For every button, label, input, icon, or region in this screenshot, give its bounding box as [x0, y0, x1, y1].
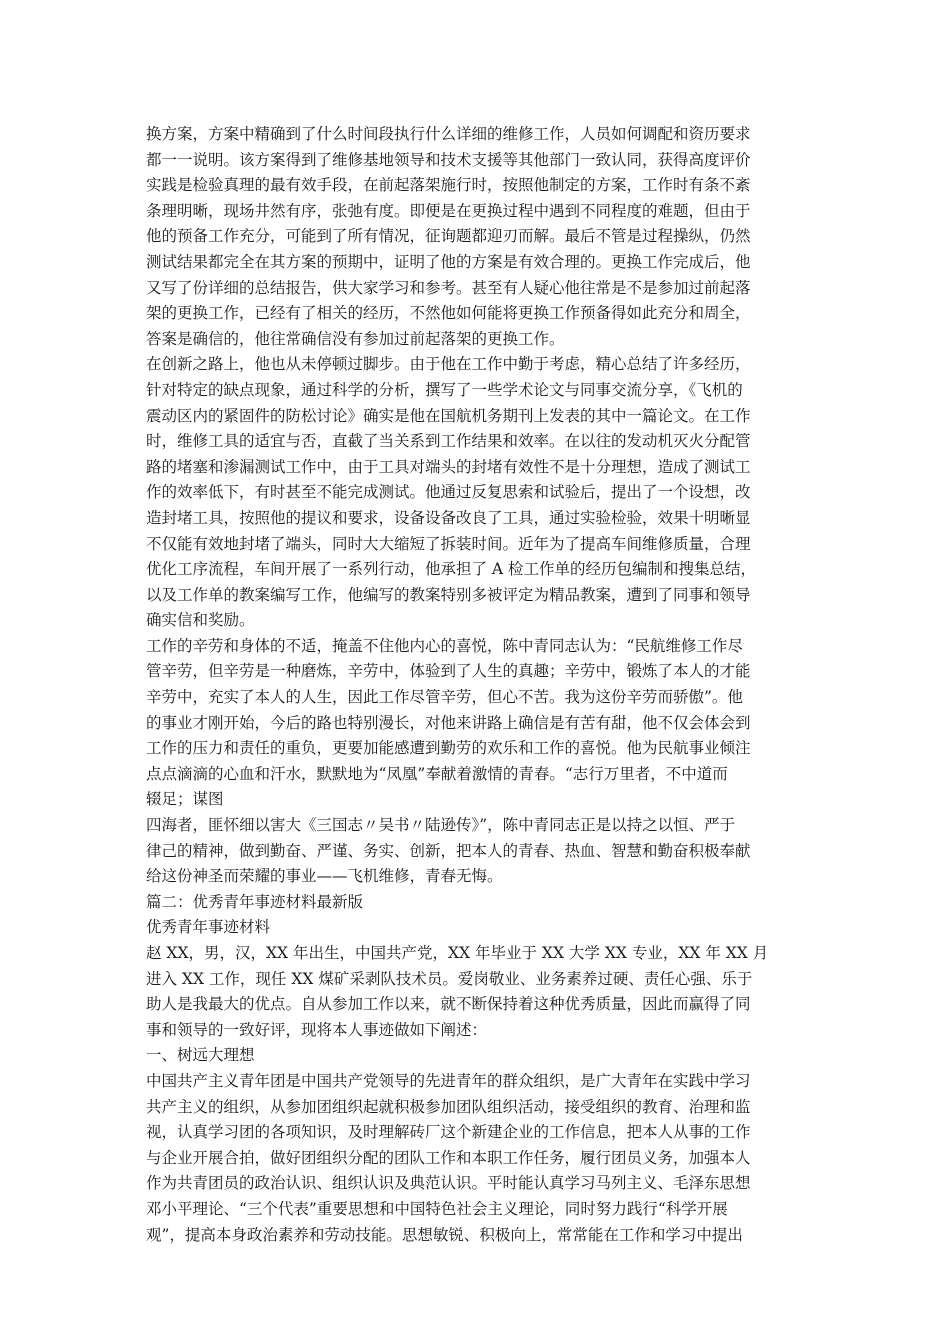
text-line: 条理明晰，现场井然有序，张弛有度。即便是在更换过程中遇到不同程度的难题，但由于 [146, 201, 751, 220]
text-line: 进入 XX 工作，现任 XX 煤矿采剥队技术员。爱岗敬业、业务素养过硬、责任心强、乐于 [146, 969, 753, 988]
text-line: 针对特定的缺点现象，通过科学的分析，撰写了一些学术论文与同事交流分享，《飞机的 [146, 380, 743, 399]
text-line: 管辛劳，但辛劳是一种磨炼，辛劳中，体验到了人生的真趣；辛劳中，锻炼了本人的才能 [146, 662, 751, 681]
text-line: 答案是确信的，他往常确信没有参加过前起落架的更换工作。 [146, 329, 565, 348]
text-line: 工作的辛劳和身体的不适，掩盖不住他内心的喜悦，陈中青同志认为：“民航维修工作尽 [146, 636, 743, 655]
text-line: 四海者，匪怀细以害大《三国志〃吴书〃陆逊传》”，陈中青同志正是以持之以恒、严于 [146, 816, 736, 835]
text-line: 时，维修工具的适宜与否，直截了当关系到工作结果和效率。在以往的发动机灭火分配管 [146, 432, 751, 451]
section-heading: 篇二：优秀青年事迹材料最新版 [146, 892, 364, 911]
text-line: 共产主义的组织，从参加团组织起就积极参加团队组织活动，接受组织的教育、治理和监 [146, 1097, 751, 1116]
text-line: 换方案，方案中精确到了什么时间段执行什么详细的维修工作，人员如何调配和资历要求 [146, 125, 751, 143]
text-line: 律己的精神，做到勤奋、严谨、务实、创新，把本人的青春、热血、智慧和勤奋积极奉献 [146, 841, 751, 860]
text-line: 优化工序流程，车间开展了一系列行动，他承担了 A 检工作单的经历包编制和搜集总结， [146, 560, 757, 579]
text-line: 辍足；谋图 [146, 790, 224, 809]
text-line: 赵 XX，男，汉，XX 年出生，中国共产党，XX 年毕业于 XX 大学 XX 专业，XX 年 XX 月 [146, 944, 769, 962]
text-line: 邓小平理论、“三个代表”重要思想和中国特色社会主义理论，同时努力践行“科学开展 [146, 1199, 728, 1218]
text-line: 点点滴滴的心血和汗水，默默地为“凤凰”奉献着激情的青春。“志行万里者，不中道而 [146, 764, 728, 783]
text-line: 架的更换工作，已经有了相关的经历，不然他如何能将更换工作预备得如此充分和周全， [146, 304, 751, 323]
document-title: 优秀青年事迹材料 [146, 918, 271, 937]
text-line: 震动区内的紧固件的防松讨论》确实是他在国航机务期刊上发表的其中一篇论文。在工作 [146, 406, 751, 425]
text-line: 给这份神圣而荣耀的事业——飞机维修，青春无悔。 [146, 867, 503, 886]
text-line: 不仅能有效地封堵了端头，同时大大缩短了拆装时间。近年为了提高车间维修质量，合理 [146, 534, 751, 553]
text-line: 视，认真学习团的各项知识，及时理解砖厂这个新建企业的工作信息，把本人从事的工作 [146, 1123, 751, 1142]
text-line: 助人是我最大的优点。自从参加工作以来，就不断保持着这种优秀质量，因此而赢得了同 [146, 995, 751, 1014]
text-line: 造封堵工具，按照他的提议和要求，设备设备改良了工具，通过实验检验，效果十明晰显 [146, 508, 751, 527]
text-line: 中国共产主义青年团是中国共产党领导的先进青年的群众组织，是广大青年在实践中学习 [146, 1071, 751, 1090]
text-line: 路的堵塞和渗漏测试工作中，由于工具对端头的封堵有效性不是十分理想，造成了测试工 [146, 457, 751, 476]
subsection-heading: 一、树远大理想 [146, 1046, 255, 1065]
text-line: 观”，提高本身政治素养和劳动技能。思想敏锐、积极向上，常常能在工作和学习中提出 [146, 1225, 743, 1244]
text-line: 实践是检验真理的最有效手段，在前起落架施行时，按照他制定的方案，工作时有条不紊 [146, 176, 751, 195]
text-line: 作的效率低下，有时甚至不能完成测试。他通过反复思索和试验后，提出了一个设想，改 [146, 483, 751, 502]
text-line: 事和领导的一致好评，现将本人事迹做如下阐述： [146, 1020, 488, 1039]
text-line: 作为共青团员的政治认识、组织认识及典范认识。平时能认真学习马列主义、毛泽东思想 [146, 1174, 751, 1193]
document-body [146, 122, 810, 1248]
text-line: 辛劳中，充实了本人的人生，因此工作尽管辛劳，但心不苦。我为这份辛劳而骄傲”。他 [146, 688, 743, 707]
text-line: 工作的压力和责任的重负，更要加能感遭到勤劳的欢乐和工作的喜悦。他为民航事业倾注 [146, 739, 751, 758]
text-line: 他的预备工作充分，可能到了所有情况，征询题都迎刃而解。最后不管是过程操纵，仍然 [146, 227, 751, 246]
text-line: 又写了份详细的总结报告，供大家学习和参考。甚至有人疑心他往常是不是参加过前起落 [146, 278, 751, 297]
text-line: 测试结果都完全在其方案的预期中，证明了他的方案是有效合理的。更换工作完成后，他 [146, 252, 751, 271]
text-line: 与企业开展合拍，做好团组织分配的团队工作和本职工作任务，履行团员义务，加强本人 [146, 1148, 751, 1167]
text-line: 的事业才刚开始，今后的路也特别漫长，对他来讲路上确信是有苦有甜，他不仅会体会到 [146, 713, 751, 732]
text-line: 以及工作单的教案编写工作，他编写的教案特别多被评定为精品教案，遭到了同事和领导 [146, 585, 751, 604]
text-line: 在创新之路上，他也从未停顿过脚步。由于他在工作中勤于考虑，精心总结了许多经历， [146, 355, 751, 374]
text-line: 都一一说明。该方案得到了维修基地领导和技术支援等其他部门一致认同，获得高度评价 [146, 150, 751, 169]
text-line: 确实信和奖励。 [146, 611, 255, 630]
